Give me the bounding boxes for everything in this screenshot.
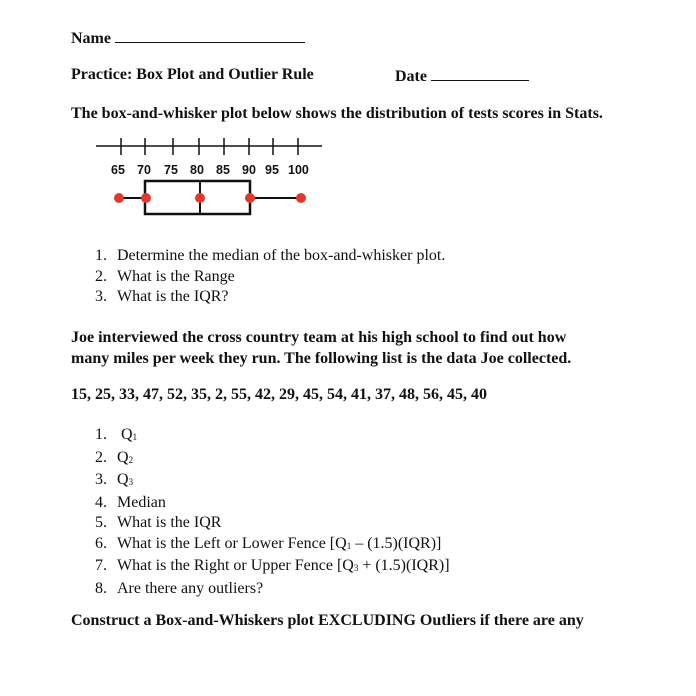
section1-intro: The box-and-whisker plot below shows the distribution of tests scores in Stats. [71, 105, 603, 122]
question-item: 3. What is the IQR? [95, 288, 229, 305]
tick-label-85: 85 [216, 163, 230, 177]
question-item: 4. Median [95, 493, 166, 511]
question-item: 3. $Q_3$ [95, 471, 134, 488]
name-blank[interactable] [115, 28, 305, 43]
date-field [395, 66, 529, 86]
data-list: 15, 25, 33, 47, 52, 35, 2, 55, 42, 29, 45, 54, 41, 37, 48, 56, 45, 40 [71, 386, 487, 403]
tick-label-100: 100 [288, 163, 309, 177]
question-item: 8. Are there any outliers? [95, 579, 264, 597]
tick-label-65: 65 [111, 163, 125, 177]
construct-instruction: Construct a Box-and-Whiskers plot EXCLUDING Outliers if there are any [71, 612, 584, 629]
question-item: 2. $Q_2$ [95, 448, 134, 466]
tick-label-80: 80 [190, 163, 204, 177]
name-label: Name [71, 30, 111, 47]
section2-question-list [95, 425, 450, 599]
tick-label-70: 70 [137, 163, 151, 177]
date-blank[interactable] [431, 66, 529, 81]
section1-question-list [95, 246, 445, 308]
date-label: Date [395, 68, 427, 85]
question-item: 2. What is the Range [95, 267, 235, 285]
name-field [71, 28, 305, 48]
question-item: 6. What is the Left or Lower Fence $[Q_1 - (1.5)(IQR)]$ [95, 534, 442, 552]
question-item: 7. What is the Right or Upper Fence $[Q_3 + (1.5)(IQR)]$ [95, 557, 450, 574]
question-item: 1. Determine the median of the box-and-whisker plot. [95, 247, 446, 264]
tick-label-90: 90 [242, 163, 256, 177]
tick-label-75: 75 [164, 163, 178, 177]
question-item: 1. $Q_1$ [95, 426, 138, 443]
question-item: 5. What is the IQR [95, 514, 222, 531]
page-title: Practice: Box Plot and Outlier Rule [71, 66, 314, 83]
box-plot-chart [96, 136, 326, 216]
section2-intro: Joe interviewed the cross country team at his high school to find out how many miles per week they run. The following list is the data Joe collected. [71, 329, 572, 367]
tick-label-95: 95 [265, 163, 279, 177]
